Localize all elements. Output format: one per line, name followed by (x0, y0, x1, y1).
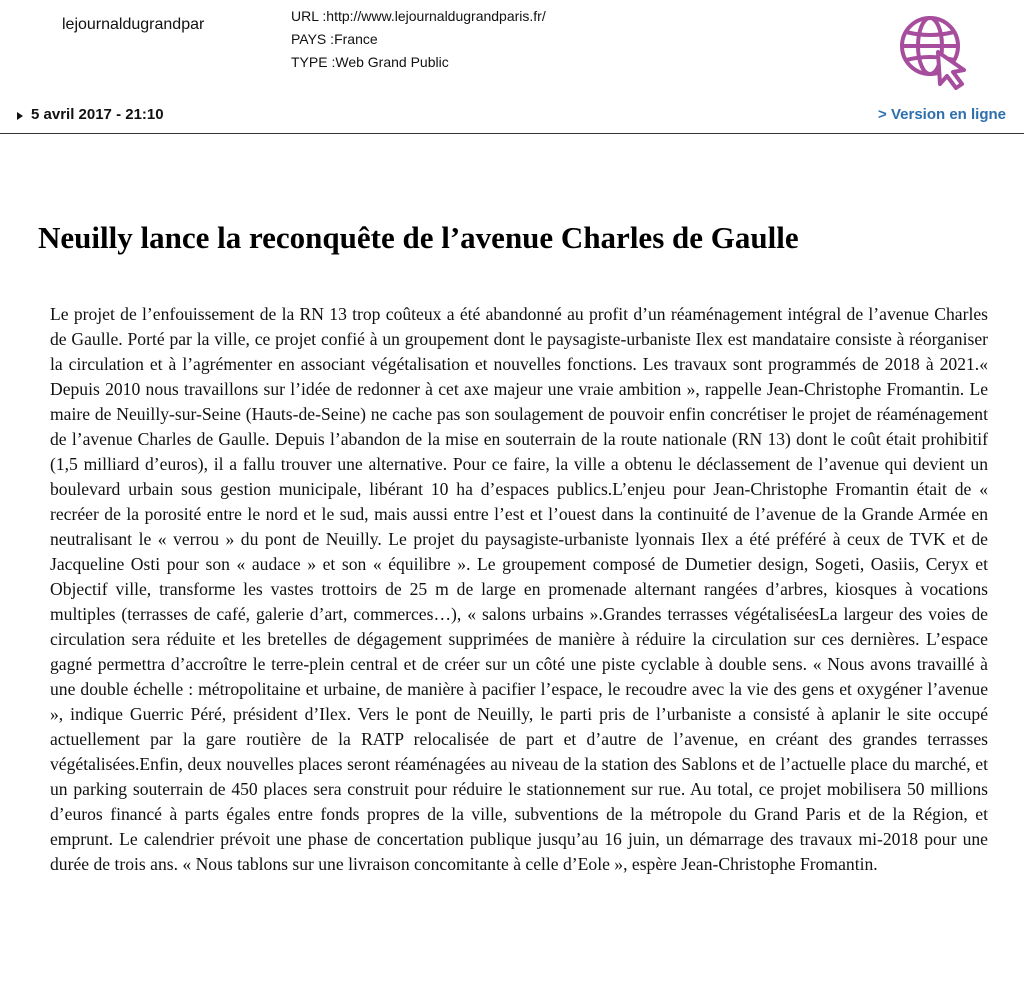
online-version-link[interactable]: > Version en ligne (878, 106, 1006, 123)
source-name: lejournaldugrandpar (62, 16, 205, 33)
type-label: TYPE : (291, 54, 336, 70)
country-value: France (334, 31, 378, 47)
source-metadata (291, 5, 546, 74)
globe-cursor-icon[interactable] (896, 12, 974, 90)
article-title: Neuilly lance la reconquête de l’avenue Charles de Gaulle (38, 220, 799, 255)
url-label: URL : (291, 8, 327, 24)
header-divider (0, 133, 1024, 134)
url-value[interactable]: http://www.lejournaldugrandparis.fr/ (326, 8, 546, 24)
type-row (291, 51, 546, 74)
article-body: Le projet de l’enfouissement de la RN 13 trop coûteux a été abandonné au profit d’un réaménagement intégral de l’avenue Charles de Gaulle. Porté par la ville, ce projet confié à un groupement dont le paysagiste-urbaniste Ilex est mandataire consiste à réorganiser la circulation et à l’agrémenter en associant végétalisation et nouvelles fonctions. Les travaux sont programmés de 2018 à 2021.« Depuis 2010 nous travaillons sur l’idée de redonner à cet axe majeur une vraie ambition », rappelle Jean-Christophe Fromantin. Le maire de Neuilly-sur-Seine (Hauts-de-Seine) ne cache pas son soulagement de pouvoir enfin concrétiser le projet de réaménagement de l’avenue Charles de Gaulle. Depuis l’abandon de la mise en souterrain de la route nationale (RN 13) dont le coût était prohibitif (1,5 milliard d’euros), il a fallu trouver une alternative. Pour ce faire, la ville a obtenu le déclassement de l’avenue qui devient un boulevard urbain sous gestion municipale, libérant 10 ha d’espaces publics.L’enjeu pour Jean-Christophe Fromantin était de « recréer de la porosité entre le nord et le sud, mais aussi entre l’est et l’ouest dans la continuité de l’avenue de la Grande Armée en neutralisant le « verrou » du pont de Neuilly. Le projet du paysagiste-urbaniste lyonnais Ilex a été préféré à ceux de TVK et de Jacqueline Osti pour son « audace » et son « équilibre ». Le groupement composé de Dumetier design, Sogeti, Oasiis, Ceryx et Objectif ville, transforme les vastes trottoirs de 25 m de large en promenade alternant rangées d’arbres, kiosques à vocations multiples (terrasses de café, galerie d’art, commerces…), « salons urbains ».Grandes terrasses végétaliséesLa largeur des voies de circulation sera réduite et les bretelles de dégagement supprimées de manière à réduire la circulation sur ces dernières. L’espace gagné permettra d’accroître le terre-plein central et de créer sur un côté une piste cyclable à double sens. « Nous avons travaillé à une double échelle : métropolitaine et urbaine, de manière à pacifier l’espace, le recoudre avec la vie des gens et oxygéner l’avenue », indique Guerric Péré, président d’Ilex. Vers le pont de Neuilly, le parti pris de l’urbaniste a consisté à aplanir le site occupé actuellement par la gare routière de la RATP relocalisée de part et d’autre de l’avenue, en créant des grandes terrasses végétalisées.Enfin, deux nouvelles places seront réaménagées au niveau de la station des Sablons et de l’actuelle place du marché, et un parking souterrain de 450 places sera construit pour réduire le stationnement sur rue. Au total, ce projet mobilisera 50 millions d’euros financé à parts égales entre fonds propres de la ville, subventions de la métropole du Grand Paris et de la Région, et emprunt. Le calendrier prévoit une phase de concertation publique jusqu’au 16 juin, un démarrage des travaux mi-2018 pour une durée de trois ans. « Nous tablons sur une livraison concomitante à celle d’Eole », espère Jean-Christophe Fromantin. (50, 304, 988, 874)
country-row (291, 28, 546, 51)
article-dateline (17, 106, 164, 123)
url-row (291, 5, 546, 28)
caret-right-icon (17, 112, 23, 120)
country-label: PAYS : (291, 31, 335, 47)
type-value: Web Grand Public (335, 54, 449, 70)
publication-date: 5 avril 2017 - 21:10 (31, 106, 164, 123)
